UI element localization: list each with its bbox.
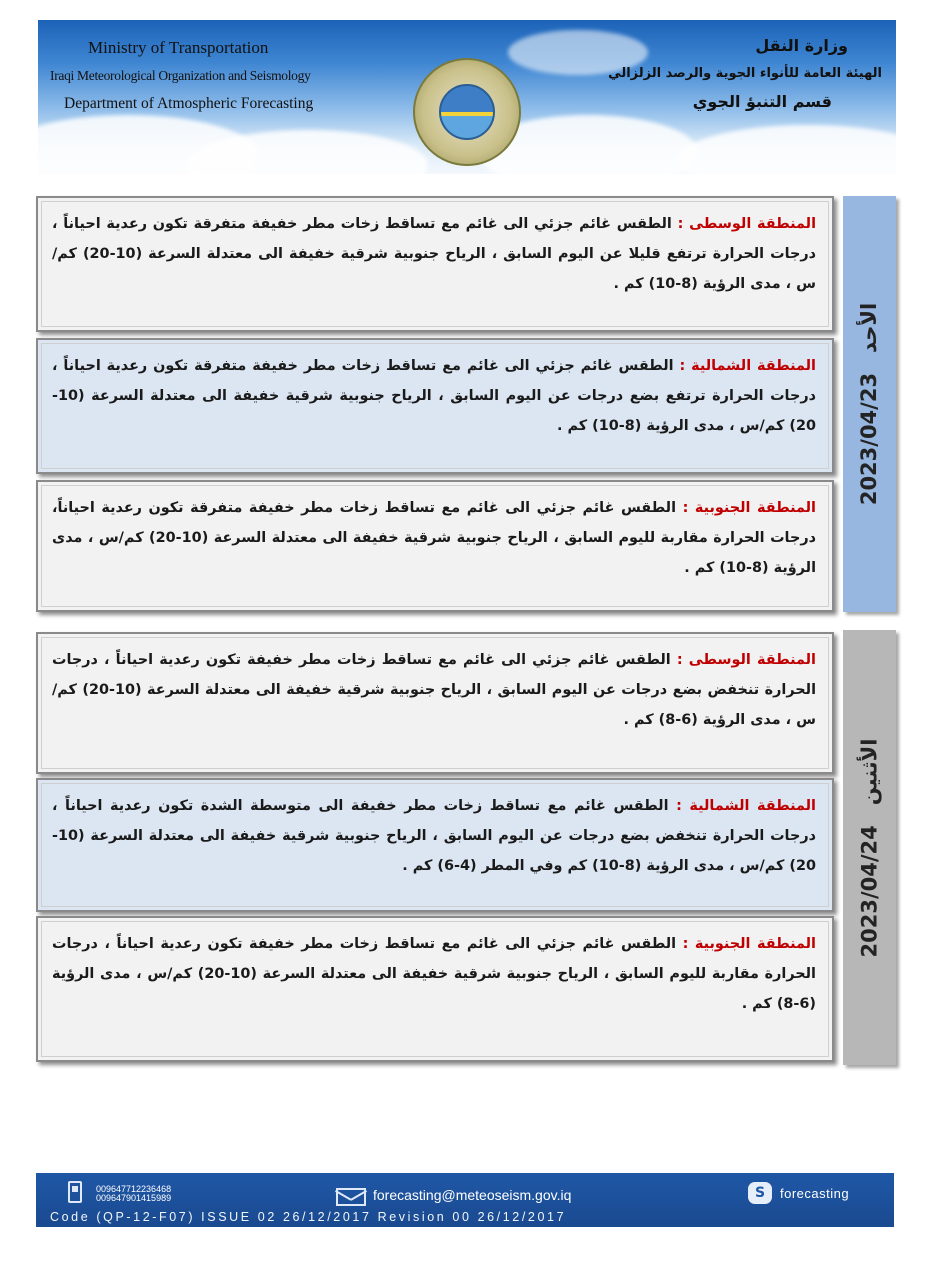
forecast-text: الطقس غائم جزئي الى غائم مع تساقط زخات مطر خفيفة متفرقة تكون رعدية احياناً ، درجات الحرارة ترتفع بضع درجات عن اليوم السابق ، الرياح جنوبية شرقية خفيفة الى معتدلة السرعة (10-20) كم/س ، مدى الرؤية (8-10) كم . (52, 358, 816, 434)
region-name: المنطقة الوسطى : (677, 216, 817, 232)
ministry-name-ar: وزارة النقل (755, 36, 848, 55)
email-address[interactable]: forecasting@meteoseism.gov.iq (373, 1187, 572, 1203)
day-date: 2023/04/24 (857, 824, 882, 957)
forecast-text: الطقس غائم جزئي الى غائم مع تساقط زخات مطر خفيفة تكون رعدية احياناً ، درجات الحرارة تنخفض بضع درجات عن اليوم السابق ، الرياح جنوبية شرقية خفيفة الى معتدلة السرعة (10-20) كم/س ، مدى الرؤية (6-8) كم . (52, 652, 817, 728)
region-name: المنطقة الشمالية : (676, 798, 816, 814)
forecast-box-day2-north (36, 778, 834, 912)
forecast-box-day2-south (36, 916, 834, 1062)
forecast-box-day1-north (36, 338, 834, 474)
header-english-text (50, 34, 360, 118)
day-weekday: الأثنين (857, 738, 882, 805)
forecast-text: الطقس غائم جزئي الى غائم مع تساقط زخات مطر خفيفة متفرقة تكون رعدية احياناً، درجات الحرارة مقاربة لليوم السابق ، الرياح جنوبية شرقية خفيفة الى معتدلة السرعة (10-20) كم/س ، مدى الرؤية (8-10) كم . (52, 500, 816, 576)
region-name: المنطقة الشمالية : (679, 358, 816, 374)
day-weekday: الأحد (857, 302, 882, 353)
organization-logo-icon (413, 58, 521, 166)
phone-icon (68, 1181, 82, 1203)
day-label-2 (843, 630, 896, 1065)
department-name-en: Department of Atmospheric Forecasting (64, 95, 314, 112)
day-label-1 (843, 196, 896, 612)
header-arabic-text (582, 32, 882, 116)
department-name-ar: قسم التنبؤ الجوي (692, 92, 832, 111)
forecast-box-day1-central (36, 196, 834, 332)
skype-name: forecasting (780, 1186, 850, 1201)
organization-name-ar: الهيئة العامة للأنواء الجوية والرصد الزلزالي (608, 66, 882, 81)
forecast-text: الطقس غائم جزئي الى غائم مع تساقط زخات مطر خفيفة متفرقة تكون رعدية احياناً ، درجات الحرارة ترتفع قليلا عن اليوم السابق ، الرياح جنوبية شرقية خفيفة الى معتدلة السرعة (10-20) كم/س ، مدى الرؤية (8-10) كم . (52, 216, 817, 292)
skype-icon: S (748, 1182, 772, 1204)
ministry-name-en: Ministry of Transportation (88, 38, 269, 57)
email-icon (336, 1188, 366, 1206)
document-code: Code (QP-12-F07) ISSUE 02 26/12/2017 Revision 00 26/12/2017 (50, 1210, 567, 1224)
phone-number-1: 009647712236468 (96, 1184, 172, 1194)
region-name: المنطقة الوسطى : (676, 652, 816, 668)
phone-numbers (96, 1185, 171, 1203)
region-name: المنطقة الجنوبية : (682, 500, 816, 516)
header-banner (38, 20, 896, 174)
forecast-text: الطقس غائم مع تساقط زخات مطر خفيفة الى متوسطة الشدة تكون رعدية احياناً ، درجات الحرارة تنخفض بضع درجات عن اليوم السابق ، الرياح جنوبية شرقية خفيفة الى معتدلة السرعة (10-20) كم/س ، مدى الرؤية (8-10) كم وفي المطر (4-6) كم . (52, 798, 816, 874)
phone-number-2: 009647901415989 (96, 1193, 172, 1203)
organization-name-en: Iraqi Meteorological Organization and Seismology (50, 68, 311, 83)
forecast-box-day1-south (36, 480, 834, 612)
forecast-box-day2-central (36, 632, 834, 774)
region-name: المنطقة الجنوبية : (682, 936, 816, 952)
forecast-text: الطقس غائم جزئي الى غائم مع تساقط زخات مطر خفيفة تكون رعدية احياناً ، درجات الحرارة مقاربة لليوم السابق ، الرياح جنوبية شرقية خفيفة الى معتدلة السرعة (10-20) كم/س ، مدى الرؤية (6-8) كم . (52, 936, 816, 1012)
day-date: 2023/04/23 (857, 372, 882, 506)
footer-bar (36, 1173, 894, 1227)
